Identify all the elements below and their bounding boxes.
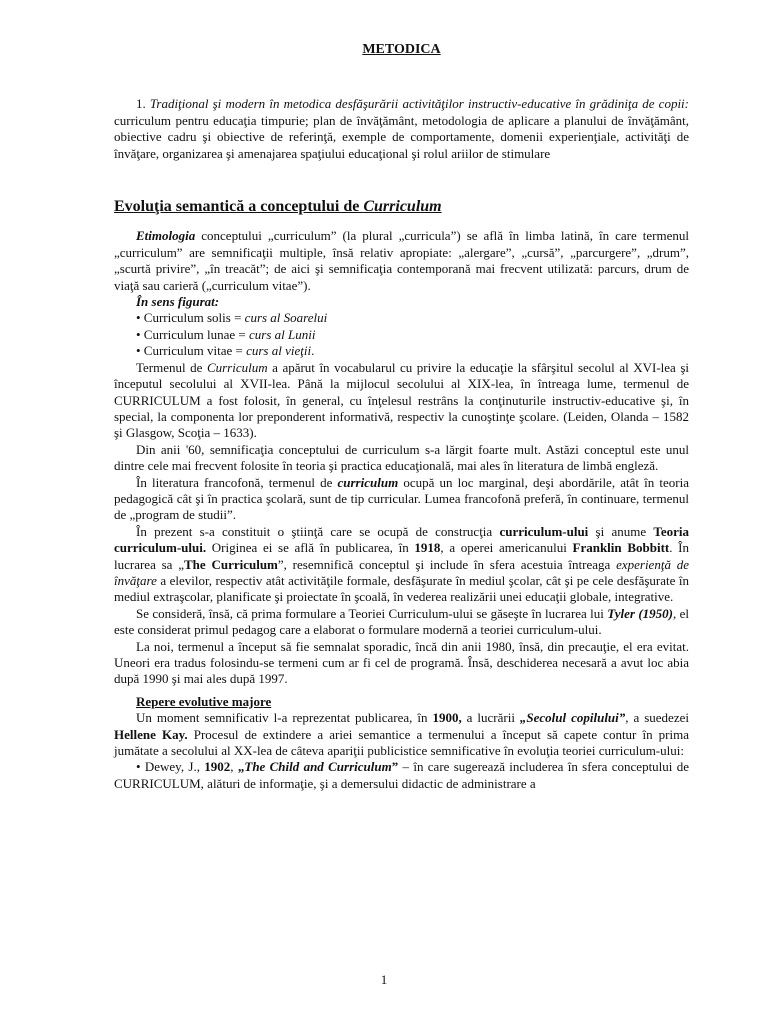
term-paragraph — [114, 360, 689, 442]
present-paragraph — [114, 524, 689, 606]
text-run: , — [230, 759, 238, 775]
text-run: , el este considerat primul pedagog care a elaborat o formulare modernă a teoriei curriculum-ului. — [114, 605, 689, 638]
bullet-italic: curs al vieţii — [246, 343, 312, 359]
text-run: Se consideră, însă, că prima formulare a Teoriei Curriculum-ului se găseşte în lucrarea lui — [136, 605, 608, 621]
text-run: Franklin Bobbitt — [572, 540, 670, 556]
text-run: Procesul de extindere a ariei semantice a termenului a început să capete contur în prima jumătate a secolului al XX-lea de câteva apariţii publicistice semnificative în evoluţia teoriei curriculum-ului: — [114, 726, 689, 759]
text-run: Teoria curriculum-ului. — [114, 523, 690, 556]
heading-text: Evoluţia semantică a conceptului de — [114, 198, 364, 216]
heading-italic: Curriculum — [363, 198, 442, 216]
etymology-text: conceptului „curriculum” (la plural „curricula”) se află în limba latină, în care termenul „curriculum” are semnificaţii multiple, însă relativ apropiate: „alergare”, „cursă”, „parcurgere”, „drum”, „scurtă privire”, „în treacăt”; de aici şi semnificaţia contemporană mai frecvent utilizată: parcurs, drum de viaţă sau carieră („curriculum vitae”). — [114, 228, 689, 293]
text-run: The Curriculum — [184, 556, 278, 572]
bullet-item — [136, 310, 689, 326]
text-run: , a suedezei — [625, 710, 689, 726]
text-run: „Secolul copilului” — [519, 710, 626, 726]
bullet-tail: . — [311, 343, 315, 359]
bullet-item — [136, 343, 689, 359]
text-run: ”, resemnifică conceptul şi include în sfera acestuia întreaga — [277, 556, 617, 572]
text-run: ocupă un loc marginal, deşi abordările, atât în teoria pedagogică cât şi în practica şcolară, sunt de tip curricular. Lumea francofonă preferă, în continuare, termenul de „program de studii”. — [114, 474, 689, 523]
text-run: , a operei americanului — [440, 540, 573, 556]
text-run: – în care sugerează includerea în sfera conceptului de CURRICULUM, alături de informaţie, şi a demersului didactic de administrare a — [114, 759, 689, 791]
item-number: 1. — [136, 96, 150, 112]
text-run: curriculum — [337, 474, 399, 490]
text-run: Tyler (1950) — [607, 605, 673, 621]
text-run: „ — [237, 759, 245, 775]
document-page — [114, 42, 689, 792]
etymology-paragraph — [114, 228, 689, 294]
text-run: 1900, — [432, 710, 462, 726]
etymology-term: Etimologia — [136, 228, 196, 244]
text-run: The Child and Curriculum — [244, 759, 392, 775]
page-number: 1 — [380, 972, 388, 987]
text-run: . În lucrarea sa „ — [114, 540, 690, 572]
document-title: METODICA — [362, 42, 441, 57]
bullet-item — [136, 327, 689, 343]
text-run: Un moment semnificativ l-a reprezentat publicarea, în — [136, 710, 433, 726]
item-topic: Tradiţional şi modern în metodica desfăşurării activităţilor instructiv-educative în grădiniţa de copii: — [149, 96, 690, 112]
bullet-plain: • Curriculum vitae = — [136, 343, 247, 359]
text-run: Originea ei se află în publicarea, în — [206, 540, 415, 556]
text-run: a elevilor, respectiv atât activităţile formale, desfăşurate în mediul şcolar, cât şi pe cele desfăşurate în mediul extraşcolar, planificate şi proiectate în şcoală, în vederea realizării unei educaţii globale, integrative. — [114, 572, 689, 605]
dewey-paragraph — [114, 759, 689, 792]
text-run: experienţă de învăţare — [114, 556, 689, 588]
bullet-plain: • Curriculum lunae = — [136, 326, 249, 342]
text-run: • Dewey, J., — [136, 759, 205, 775]
text-run: curriculum-ului — [499, 523, 589, 539]
francophone-paragraph — [114, 475, 689, 524]
sixties-paragraph: Din anii '60, semnificaţia conceptului de curriculum s-a lărgit foarte mult. Astăzi conceptul este unul dintre cele mai frecvent folosite în teoria şi practica educaţională, mai ales în literatura de limbă engleză. — [114, 441, 689, 474]
text-run: 1918 — [414, 540, 441, 556]
topic-paragraph — [114, 96, 689, 162]
section-heading — [114, 199, 689, 215]
bullet-italic: curs al Lunii — [248, 326, 316, 342]
bullet-italic: curs al Soarelui — [244, 310, 328, 326]
text-run: În prezent s-a constituit o ştiinţă care se ocupă de construcţia — [136, 523, 500, 539]
bullet-plain: • Curriculum solis = — [136, 310, 245, 326]
figurative-label — [136, 294, 689, 310]
text-run: ” — [391, 759, 399, 775]
text-run: Curriculum — [206, 359, 268, 375]
text-run: Hellene Kay. — [114, 726, 188, 742]
text-run: 1902 — [204, 759, 231, 775]
text-run: În literatura francofonă, termenul de — [136, 474, 338, 490]
moment-paragraph — [114, 710, 689, 759]
romania-paragraph: La noi, termenul a început să fie semnalat sporadic, încă din anii 1980, însă, din precauţie, el era evitat. Uneori era tradus folosindu-se termeni cum ar fi cel de programă. Însă, deschiderea necesară a avut loc abia după 1990 şi mai ales după 1997. — [114, 638, 689, 687]
text-run: Termenul de — [136, 359, 207, 375]
subsection-heading: Repere evolutive majore — [136, 693, 272, 709]
text-run: a apărut în vocabularul cu privire la educaţie la sfârşitul secolul al XVI-lea şi începutul secolului al XVII-lea. Până la mijlocul secolului al XIX-lea, în întreaga lume, termenul de CURRICULUM a fost folosit, în general, cu înţelesul restrâns la conţinuturile instructiv-educative şi, în special, la componenta lor preponderent informativă, respectiv la cunoştinţe şcolare. (Leiden, Olanda – 1582 şi Glasgow, Scoţia – 1633). — [114, 359, 689, 441]
item-text: curriculum pentru educaţia timpurie; plan de învăţământ, metodologia de aplicare a planului de învăţământ, obiective cadru şi obiective de referinţă, exemple de comportamente, domenii experienţiale, activităţi de învăţare, organizarea şi amenajarea spaţiului educaţional şi rolul ariilor de stimulare — [114, 112, 689, 161]
text-run: a lucrării — [461, 710, 520, 726]
tyler-paragraph — [114, 606, 689, 639]
figurative-text: În sens figurat: — [136, 294, 220, 310]
text-run: şi anume — [588, 523, 654, 539]
